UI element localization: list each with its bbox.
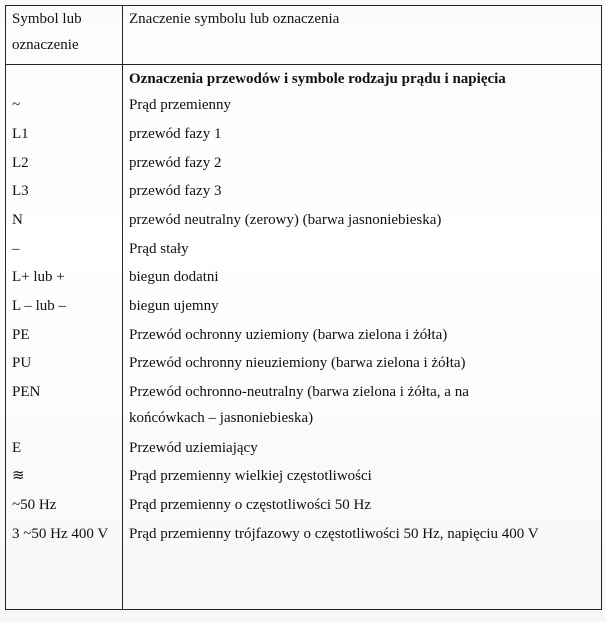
- header-meaning-column: Znaczenie symbolu lub oznaczenia: [129, 11, 340, 27]
- row-symbol: ~: [12, 97, 21, 113]
- row-meaning: Prąd przemienny: [129, 97, 232, 113]
- row-symbol: –: [12, 241, 20, 257]
- section-title: Oznaczenia przewodów i symbole rodzaju prądu i napięcia: [129, 71, 506, 87]
- row-meaning-continuation: końcówkach – jasnoniebieska): [129, 410, 314, 426]
- row-symbol: PU: [12, 355, 32, 371]
- row-symbol: PEN: [12, 384, 41, 400]
- row-symbol: L – lub –: [12, 298, 67, 314]
- row-meaning: Przewód ochronny nieuziemiony (barwa zielona i żółta): [129, 355, 466, 371]
- row-meaning: biegun ujemny: [129, 298, 219, 314]
- row-symbol: ~50 Hz: [12, 497, 57, 513]
- row-meaning: Przewód ochronny uziemiony (barwa zielona i żółta): [129, 327, 448, 343]
- symbols-table: [5, 5, 602, 610]
- row-symbol: N: [12, 212, 23, 228]
- row-meaning: przewód fazy 3: [129, 183, 222, 199]
- row-symbol: PE: [12, 327, 30, 343]
- row-symbol: L+ lub +: [12, 269, 65, 285]
- row-meaning: Prąd przemienny o częstotliwości 50 Hz: [129, 497, 372, 513]
- row-symbol: 3 ~50 Hz 400 V: [12, 526, 109, 542]
- row-meaning: biegun dodatni: [129, 269, 219, 285]
- row-meaning: Przewód ochronno-neutralny (barwa zielona i żółta, a na: [129, 384, 469, 400]
- row-meaning: Przewód uziemiający: [129, 440, 258, 456]
- row-symbol: L1: [12, 126, 29, 142]
- row-symbol: E: [12, 440, 22, 456]
- row-meaning: przewód fazy 2: [129, 155, 222, 171]
- row-meaning: Prąd przemienny wielkiej częstotliwości: [129, 468, 372, 484]
- row-symbol: L3: [12, 183, 29, 199]
- row-meaning: Prąd przemienny trójfazowy o częstotliwości 50 Hz, napięciu 400 V: [129, 526, 539, 542]
- header-divider: [6, 64, 601, 65]
- row-meaning: przewód fazy 1: [129, 126, 222, 142]
- header-symbol-column: Symbol lub oznaczenie: [12, 11, 82, 53]
- row-symbol: L2: [12, 155, 29, 171]
- column-divider: [122, 6, 123, 609]
- row-meaning: Prąd stały: [129, 241, 189, 257]
- row-symbol: ≋: [12, 468, 25, 484]
- row-meaning: przewód neutralny (zerowy) (barwa jasnoniebieska): [129, 212, 442, 228]
